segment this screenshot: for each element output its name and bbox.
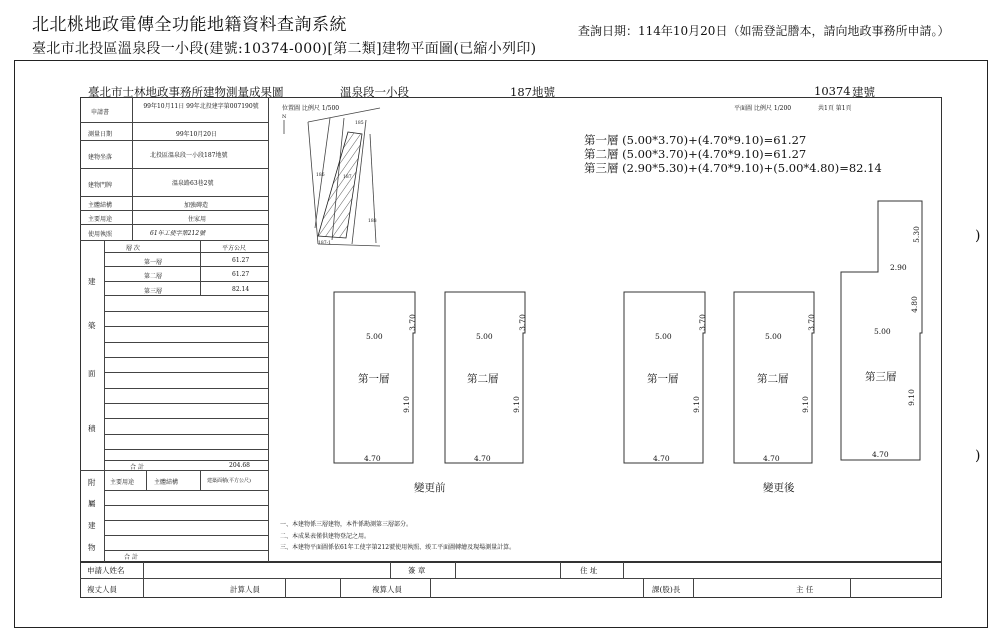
calculator-label: 計算人員: [230, 585, 260, 594]
after-caption: 變更後: [763, 482, 795, 494]
survey-building-no: 10374: [814, 84, 851, 98]
after-f3-label: 第三層: [865, 371, 897, 383]
svg-text:188: 188: [368, 219, 377, 224]
area-label-3: 面: [88, 369, 96, 378]
before-f2-dim-side: 9.10: [511, 396, 521, 413]
floor-2-name: 第二層: [144, 273, 163, 280]
floor-3-name: 第三層: [144, 288, 163, 295]
section-chief-label: 課(股)長: [652, 585, 681, 594]
area-col-floor: 層 次: [126, 245, 140, 252]
attached-label-2: 屬: [88, 499, 96, 508]
formula-floor-3: 第三層 (2.90*5.30)+(4.70*9.10)+(5.00*4.80)=82.14: [584, 161, 882, 175]
after-f2-dim-step: 3.70: [806, 314, 816, 331]
survey-building-suffix: 建號: [852, 85, 875, 99]
before-f1-dim-side: 9.10: [401, 396, 411, 413]
row-label-address: 建物門牌: [88, 182, 113, 189]
after-f1-label: 第一層: [647, 373, 679, 385]
after-f3-dim-top: 2.90: [890, 263, 907, 272]
row-label-usage: 主要用途: [88, 216, 113, 223]
after-f1-dim-side: 9.10: [691, 396, 701, 413]
header-title: 北北桃地政電傳全功能地籍資料查詢系統: [32, 15, 347, 35]
margin-mark-2: ): [975, 448, 981, 464]
after-f3-dim-mid: 4.80: [909, 296, 919, 313]
formula-floor-1: 第一層 (5.00*3.70)+(4.70*9.10)=61.27: [584, 133, 807, 147]
before-caption: 變更前: [414, 482, 446, 494]
area-label-1: 建: [88, 277, 96, 286]
survey-office: 臺北市士林地政事務所建物測量成果圖: [88, 85, 284, 99]
svg-text:186: 186: [316, 173, 325, 178]
after-f1-dim-bottom: 4.70: [653, 454, 670, 463]
after-f3-dim-step: 5.30: [911, 226, 921, 243]
survey-lot: 187地號: [510, 85, 555, 99]
row-value-address: 溫泉路63巷2號: [172, 180, 214, 187]
after-f2-dim-bottom: 4.70: [763, 454, 780, 463]
area-label-2: 築: [88, 321, 96, 330]
sheet-label: 共1頁 第1頁: [818, 105, 852, 112]
floor-2-area: 61.27: [232, 271, 250, 278]
row-label-location: 建物坐落: [88, 154, 113, 161]
after-f3-dim-side: 9.10: [906, 389, 916, 406]
before-f1-dim-bottom: 4.70: [364, 454, 381, 463]
row-value-location: 北投區溫泉段一小段187地號: [150, 152, 228, 159]
row-value-usage: 住家用: [188, 216, 207, 223]
row-label-permit: 使用執照: [88, 231, 113, 238]
address-label: 住 址: [580, 566, 598, 575]
applicant-label: 申請人姓名: [87, 566, 125, 575]
director-label: 主 任: [796, 585, 814, 594]
svg-text:187-1: 187-1: [318, 241, 331, 246]
query-date: 查詢日期：114年10月20日（如需登記謄本，請向地政事務所申請。）: [578, 24, 950, 38]
formula-floor-2: 第二層 (5.00*3.70)+(4.70*9.10)=61.27: [584, 147, 807, 161]
header-subtitle: 臺北市北投區溫泉段一小段(建號:10374-000)[第二類]建物平面圖(已縮小列印): [32, 41, 537, 57]
attached-col-area: 建築面積(平方公尺): [207, 478, 251, 484]
area-col-area: 平方公尺: [222, 245, 247, 252]
note-2: 二、本成果表僅供建物登記之用。: [280, 533, 371, 540]
area-total-label: 合 計: [130, 464, 144, 471]
after-f3-dim-bottom: 4.70: [872, 450, 889, 459]
before-f2-label: 第二層: [467, 373, 499, 385]
before-f2-dim-bottom: 4.70: [474, 454, 491, 463]
attached-label-3: 建: [88, 521, 96, 530]
floor-1-area: 61.27: [232, 257, 250, 264]
before-f1-label: 第一層: [358, 373, 390, 385]
north-arrow-label: N: [282, 114, 287, 120]
svg-text:185: 185: [355, 121, 364, 126]
before-f2-dim-top: 5.00: [476, 332, 493, 341]
after-f2-dim-side: 9.10: [800, 396, 810, 413]
row-value-application: 99年10月11日 99年北投建字第007190號: [143, 103, 259, 110]
area-total-value: 204.68: [229, 462, 250, 469]
checker-label: 複丈人員: [87, 585, 117, 594]
attached-label-1: 附: [88, 478, 96, 487]
attached-label-4: 物: [88, 543, 96, 552]
note-1: 一、本建物係三層建物，本件係勘測第三層部分。: [280, 521, 413, 528]
after-f1-dim-step: 3.70: [697, 314, 707, 331]
note-3: 三、本建物平面圖係依61年工使字第212號使用執照、竣工平面圖轉繪及現場測量計算。: [280, 544, 516, 551]
row-label-survey-date: 測量日期: [88, 131, 113, 138]
area-label-4: 積: [88, 424, 96, 433]
before-f2-dim-step: 3.70: [517, 314, 527, 331]
scale-label: 平面圖 比例尺 1/200: [734, 105, 792, 112]
before-f1-dim-step: 3.70: [407, 314, 417, 331]
row-value-permit: 61年工使字第212號: [150, 230, 206, 237]
before-f1-dim-top: 5.00: [366, 332, 383, 341]
row-value-survey-date: 99年10月20日: [176, 131, 217, 138]
location-map: [284, 108, 380, 246]
attached-total-label: 合 計: [124, 554, 138, 561]
floor-1-name: 第一層: [144, 259, 163, 266]
location-map-label: 位置圖 比例尺 1/500: [282, 105, 340, 112]
after-f2-dim-top: 5.00: [765, 332, 782, 341]
row-label-application: 申請書: [91, 109, 110, 116]
survey-section: 溫泉段一小段: [340, 85, 409, 99]
floor-3-area: 82.14: [232, 286, 250, 293]
row-value-structure: 加強磚造: [184, 202, 209, 209]
attached-col-structure: 主體結構: [154, 479, 179, 486]
seal-label: 簽 章: [408, 566, 426, 575]
after-f1-dim-top: 5.00: [655, 332, 672, 341]
row-label-structure: 主體結構: [88, 202, 113, 209]
margin-mark-1: ): [975, 228, 981, 244]
reviewer-label: 複算人員: [372, 585, 402, 594]
svg-text:187: 187: [343, 175, 352, 180]
after-f3-dim-inner: 5.00: [874, 327, 891, 336]
attached-col-usage: 主要用途: [110, 479, 135, 486]
after-f2-label: 第二層: [757, 373, 789, 385]
